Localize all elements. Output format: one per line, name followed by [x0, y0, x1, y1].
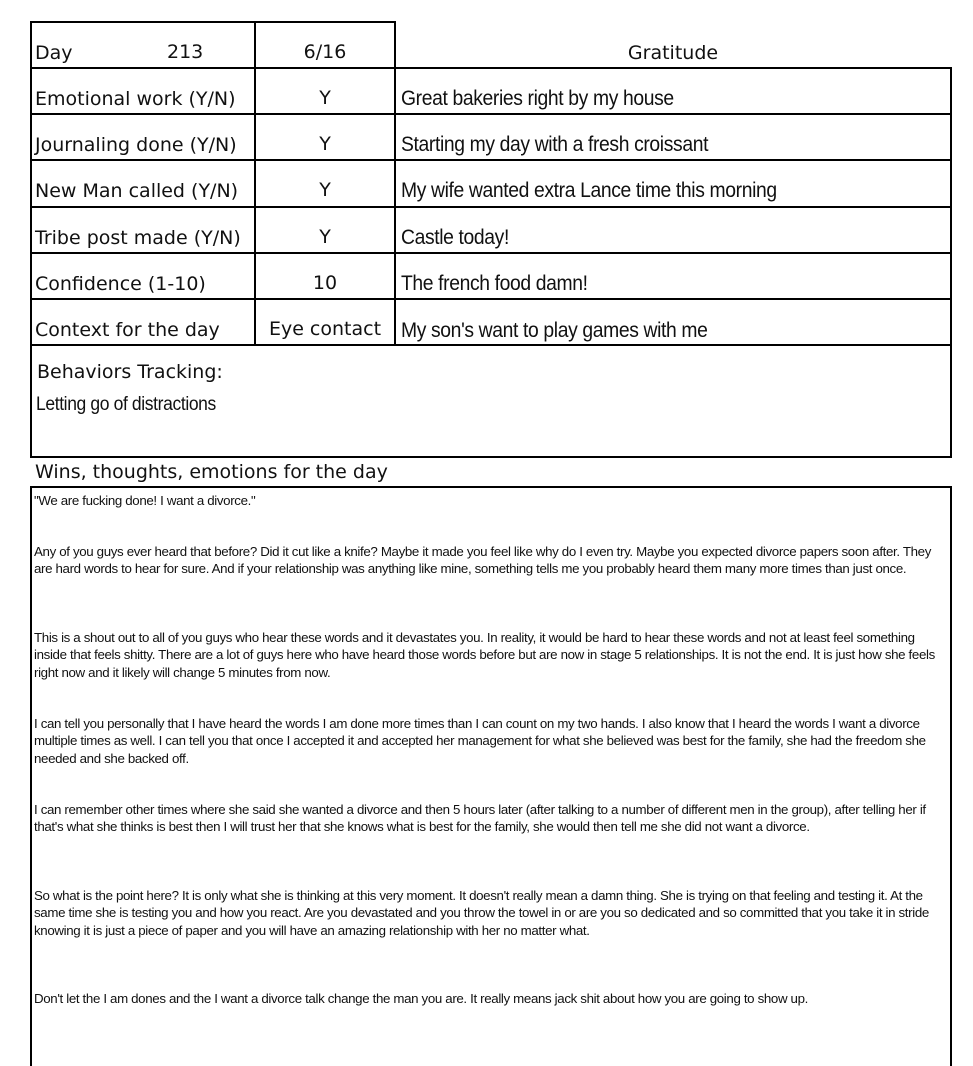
gratitude-item: My son's want to play games with me	[401, 319, 708, 342]
row-divider	[30, 159, 952, 161]
wins-paragraph: "We are fucking done! I want a divorce."	[34, 493, 256, 508]
row-divider	[30, 252, 952, 254]
row-label: Tribe post made (Y/N)	[35, 227, 241, 249]
wins-paragraph: I can remember other times where she said she wanted a divorce and then 5 hours later (after talking to a number of different men in the group), after telling her if that's what she thinks is best then I will trust her that she knows what is best for the family, she would then tell me she did not want a divorce.	[34, 802, 926, 835]
row-value: Y	[319, 133, 331, 155]
gratitude-item: My wife wanted extra Lance time this morning	[401, 179, 777, 202]
date-value: 6/16	[303, 41, 347, 63]
behaviors-border-bottom	[30, 456, 952, 458]
wins-paragraph: So what is the point here? It is only what she is thinking at this very moment. It doesn't really mean a damn thing. She is trying on that feeling and testing it. At the same time she is testing you and how you react. Are you devastated and you throw the towel in or are you so dedicated and so committed that you take it in stride knowing it is just a piece of paper and you will have an amazing relationship with her no matter what.	[34, 888, 929, 938]
row-value: 10	[312, 272, 338, 294]
behaviors-value: Letting go of distractions	[36, 394, 216, 415]
wins-paragraph: Don't let the I am dones and the I want a divorce talk change the man you are. It really means jack shit about how you are going to show up.	[34, 991, 808, 1006]
row-value: Eye contact	[268, 318, 382, 340]
wins-title: Wins, thoughts, emotions for the day	[35, 461, 388, 483]
wins-paragraph: I can tell you personally that I have heard the words I am done more times than I can count on my two hands. I also know that I heard the words I want a divorce multiple times as well. I can tell you that once I accepted it and accepted her management for what she believed was best for the family, she had the freedom she needed and she backed off.	[34, 716, 926, 766]
col-divider	[394, 21, 396, 346]
row-value: Y	[319, 226, 331, 248]
row-label: Context for the day	[35, 319, 220, 341]
row-label: Journaling done (Y/N)	[35, 134, 237, 156]
gratitude-item: Castle today!	[401, 226, 509, 249]
row-label: New Man called (Y/N)	[35, 180, 239, 202]
day-label: Day	[35, 42, 73, 64]
gratitude-item: Starting my day with a fresh croissant	[401, 133, 709, 156]
table-border-right	[950, 67, 952, 458]
row-label: Emotional work (Y/N)	[35, 88, 236, 110]
row-value: Y	[319, 87, 331, 109]
row-divider	[30, 67, 952, 69]
row-value: Y	[319, 179, 331, 201]
wins-paragraph: This is a shout out to all of you guys who hear these words and it devastates you. In reality, it would be hard to hear these words and not at least feel something inside that feels shitty. There are a lot of guys here who have heard those words before but are now in stage 5 relationships. It is not the end. It is just how she feels right now and it likely will change 5 minutes from now.	[34, 630, 935, 680]
behaviors-title: Behaviors Tracking:	[37, 361, 223, 383]
gratitude-title: Gratitude	[627, 42, 719, 64]
row-divider	[30, 298, 952, 300]
gratitude-item: The french food damn!	[401, 272, 588, 295]
gratitude-item: Great bakeries right by my house	[401, 87, 674, 110]
row-divider	[30, 113, 952, 115]
row-divider	[30, 206, 952, 208]
table-border-top	[30, 21, 396, 23]
row-divider	[30, 344, 952, 346]
wins-paragraph: Any of you guys ever heard that before? Did it cut like a knife? Maybe it made you feel like why do I even try. Maybe you expected divorce papers soon after. They are hard words to hear for sure. And if your relationship was anything like mine, something tells me you probably heard them many more times than just once.	[34, 544, 932, 577]
day-number: 213	[167, 41, 204, 63]
row-label: Confidence (1-10)	[35, 273, 206, 295]
table-border-left	[30, 21, 32, 458]
